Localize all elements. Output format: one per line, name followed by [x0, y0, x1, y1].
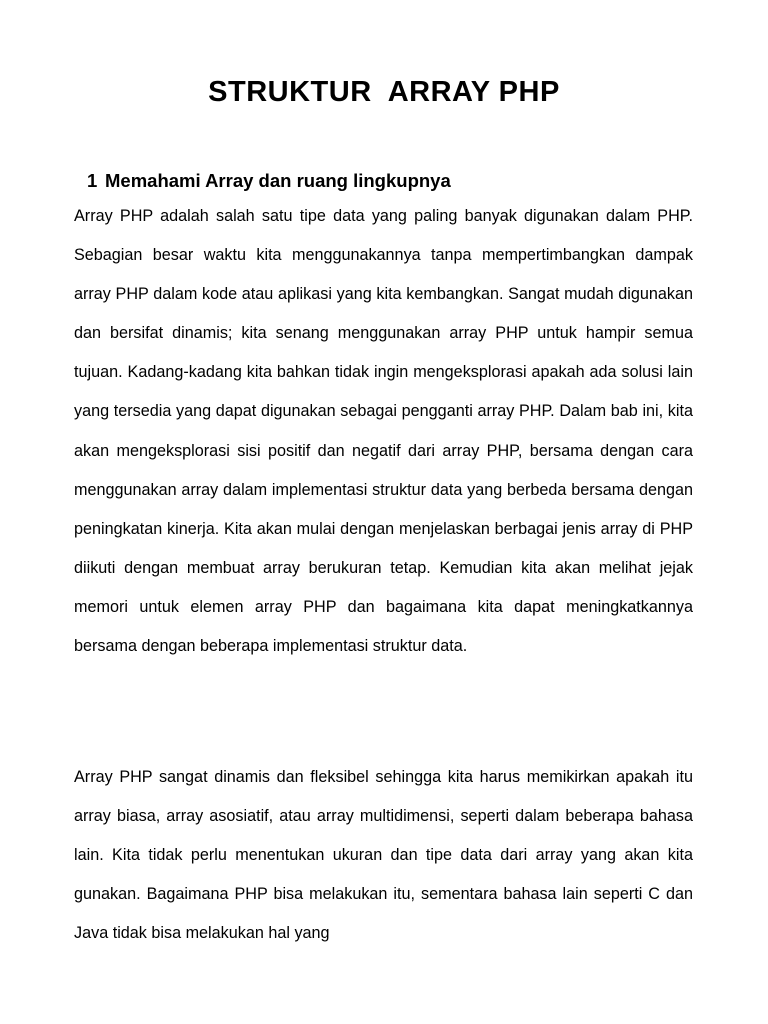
section-number: 1: [87, 170, 98, 191]
body-paragraph-1: Array PHP adalah salah satu tipe data yang paling banyak digunakan dalam PHP. Sebagian besar waktu kita menggunakannya tanpa mempertimbangkan dampak array PHP dalam kode atau aplikasi yang kita kembangkan. Sangat mudah digunakan dan bersifat dinamis; kita senang menggunakan array PHP untuk hampir semua tujuan. Kadang-kadang kita bahkan tidak ingin mengeksplorasi apakah ada solusi lain yang tersedia yang dapat digunakan sebagai pengganti array PHP. Dalam bab ini, kita akan mengeksplorasi sisi positif dan negatif dari array PHP, bersama dengan cara menggunakan array dalam implementasi struktur data yang berbeda bersama dengan peningkatan kinerja. Kita akan mulai dengan menjelaskan berbagai jenis array di PHP diikuti dengan membuat array berukuran tetap. Kemudian kita akan melihat jejak memori untuk elemen array PHP dan bagaimana kita dapat meningkatkannya bersama dengan beberapa implementasi struktur data.: [74, 207, 693, 656]
document-title: STRUKTUR ARRAY PHP: [208, 76, 560, 108]
body-paragraph-2: Array PHP sangat dinamis dan fleksibel sehingga kita harus memikirkan apakah itu array biasa, array asosiatif, atau array multidimensi, seperti dalam beberapa bahasa lain. Kita tidak perlu menentukan ukuran dan tipe data dari array yang akan kita gunakan. Bagaimana PHP bisa melakukan itu, sementara bahasa lain seperti C dan Java tidak bisa melakukan hal yang: [74, 768, 693, 943]
section-heading: [87, 170, 451, 192]
section-heading-text: Memahami Array dan ruang lingkupnya: [105, 170, 451, 191]
